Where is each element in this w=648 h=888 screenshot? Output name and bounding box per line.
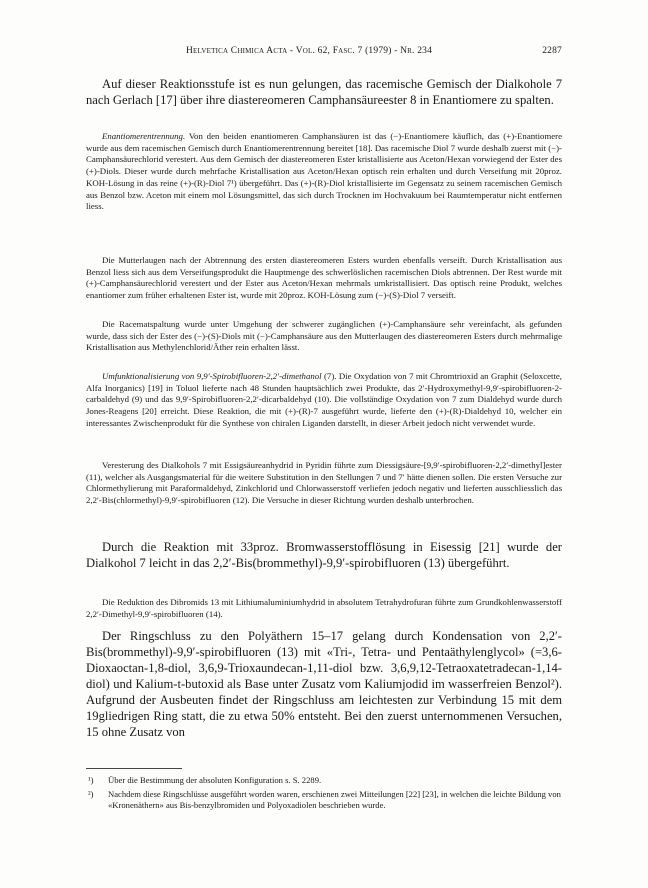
body-text: (7). Die Oxydation von 7 mit Chromtrioxid an Graphit (Seloxcette, Alfa Inorganics) [19] in Toluol lieferte nach 48 Stunden hauptsächlich zwei Produkte, das 2′-Hydroxymethyl-9,9′-spirobifluoren-2-carbaldehyd (9) und das 9,9′-Spirobifluoren-2,2′-dicarbaldehyd (10). Die vollständige Oxydation von 7 zum Dialdehyd wurde durch Jones-Reagens [20] erreicht. Diese Reaktion, die mit (+)-(R)-7 ausgeführt wurde, lieferte den (+)-(R)-Dialdehyd 10, welcher ein interessantes Zwischenprodukt für die Synthese von chiralen Liganden darstellt, in dieser Arbeit jedoch nicht verwendet wurde. — [86, 371, 563, 428]
paragraph-intro — [86, 76, 562, 108]
footnotes — [86, 775, 562, 812]
footnote-text: Über die Bestimmung der absoluten Konfiguration s. S. 2289. — [108, 775, 322, 785]
section-heading: Umfunktionalisierung von 9,9′-Spirobifluoren-2,2′-dimethanol — [102, 371, 322, 381]
running-header — [86, 46, 562, 60]
footnote-mark: ²) — [88, 789, 94, 800]
section-paragraph — [86, 131, 562, 213]
paragraph-reduction — [86, 597, 562, 620]
body-text: Der Ringschluss zu den Polyäthern 15–17 gelang durch Kondensation von 2,2′-Bis(brommethyl)-9,9′-spirobifluoren (13) mit «Tri-, Tetra- und Pentaäthylenglycol» (=3,6-Dioxaoctan-1,8-diol, 3,6,9-Trioxaundecan-1,11-diol bzw. 3,6,9,12-Tetraoxatetradecan-1,14-diol) und Kalium-t-butoxid als Base unter Zusatz vom Kaliumjodid im wasserfreien Benzol²). Aufgrund der Ausbeuten findet der Ringschluss am leichtesten zur Verbindung 15 mit dem 19gliedrigen Ring statt, die zu etwa 50% entsteht. Bei den zuerst unternommenen Versuchen, 15 ohne Zusatz von — [86, 629, 562, 739]
body-text: Durch die Reaktion mit 33proz. Bromwasserstofflösung in Eisessig [21] wurde der Dialkohol 7 leicht in das 2,2′-Bis(brommethyl)-9,9′-spirobifluoren (13) übergeführt. — [86, 540, 562, 570]
journal-citation: Helvetica Chimica Acta - Vol. 62, Fasc. 7 (1979) - Nr. 234 — [186, 46, 433, 56]
footnote-rule — [86, 768, 182, 769]
section-enantiomer-separation — [86, 131, 562, 213]
page-number: 2287 — [542, 46, 562, 56]
body-text: Die Reduktion des Dibromids 13 mit Lithiumaluminiumhydrid in absolutem Tetrahydrofuran führte zum Grundkohlenwasserstoff 2,2′-Dimethyl-9,9′-spirobifluoren (14). — [86, 597, 562, 619]
paragraph-bromination — [86, 539, 562, 571]
section-paragraph — [86, 371, 562, 430]
paragraph-racemate-resolution — [86, 319, 562, 354]
paragraph-mother-liquors — [86, 255, 562, 302]
footnote-mark: ¹) — [88, 775, 94, 785]
body-text: Von den beiden enantiomeren Camphansäuren ist das (−)-Enantiomere käuflich, das (+)-Enantiomere wurde aus dem racemischen Gemisch durch Enantiomerentrennung bereitet [18]. Das racemische Diol 7 wurde deshalb zuerst mit (−)-Camphansäurechlorid verestert. Aus dem Gemisch der diastereomeren Ester kristallisierte aus Aceton/Hexan vorwiegend der Ester des (+)-Diols. Dieser wurde durch mehrfache Kristallisation aus Aceton/Hexan optisch rein erhalten und durch Verseifung mit 20proz. KOH-Lösung in das reine (+)-(R)-Diol 7¹) übergeführt. Das (+)-(R)-Diol kristallisierte im Gegensatz zu seinem racemischen Gemisch aus Benzol bzw. Aceton mit einem mol Lösungsmittel, das sich durch Trocknen im Hochvakuum bei Raumtemperatur nicht entfernen liess. — [86, 131, 562, 212]
section-heading: Enantiomerentrennung. — [102, 131, 186, 141]
body-text: Die Mutterlaugen nach der Abtrennung des ersten diastereomeren Esters wurden ebenfalls verseift. Durch Kristallisation aus Benzol liess sich aus dem Verseifungsprodukt die Hauptmenge des schwerlöslichen racemischen Diols abtrennen. Der Rest wurde mit (+)-Camphansäurechlorid verestert und der Ester aus Aceton/Hexan mehrmals umkristallisiert. Das optisch reine Produkt, welches enantiomer zum früher erhaltenen Ester ist, wurde mit 20proz. KOH-Lösung zum (−)-(S)-Diol 7 verseift. — [86, 255, 562, 301]
footnote-2 — [86, 789, 562, 811]
body-text: Die Racematspaltung wurde unter Umgehung der schwerer zugänglichen (+)-Camphansäure sehr vereinfacht, als gefunden wurde, dass sich der Ester des (−)-(S)-Diols mit (−)-Camphansäure aus den Mutterlaugen des diastereomeren Esters durch mehrmalige Kristallisation aus Methylenchlorid/Äther rein erhalten lässt. — [86, 319, 562, 353]
body-text: Auf dieser Reaktionsstufe ist es nun gelungen, das racemische Gemisch der Dialkohole 7 nach Gerlach [17] über ihre diastereomeren Camphansäureester 8 in Enantiomere zu spalten. — [86, 77, 562, 107]
paragraph-ring-closure — [86, 628, 562, 740]
footnote-1 — [86, 775, 562, 786]
section-refunctionalization — [86, 371, 562, 430]
body-text: Veresterung des Dialkohols 7 mit Essigsäureanhydrid in Pyridin führte zum Diessigsäure-[9,9′-spirobifluoren-2,2′-dimethyl]ester (11), welcher als Ausgangsmaterial für die weitere Substitution in den Stellungen 7 und 7′ hätte dienen sollen. Die ersten Versuche zur Chlormethylierung mit Paraformaldehyd, Zinkchlorid und Chlorwasserstoff verliefen jedoch negativ und lieferten ausschliesslich das 2,2′-Bis(chlormethyl)-9,9′-spirobifluoren (12). Die Versuche in dieser Richtung wurden deshalb unterbrochen. — [86, 460, 562, 506]
paragraph-esterification — [86, 460, 562, 507]
footnote-text: Nachdem diese Ringschlüsse ausgeführt worden waren, erschienen zwei Mitteilungen [22] [23], in welchen die leichte Bildung von «Kronenäthern» aus Bis-benzylbromiden und Polyoxadiolen beschrieben wurde. — [108, 789, 561, 811]
